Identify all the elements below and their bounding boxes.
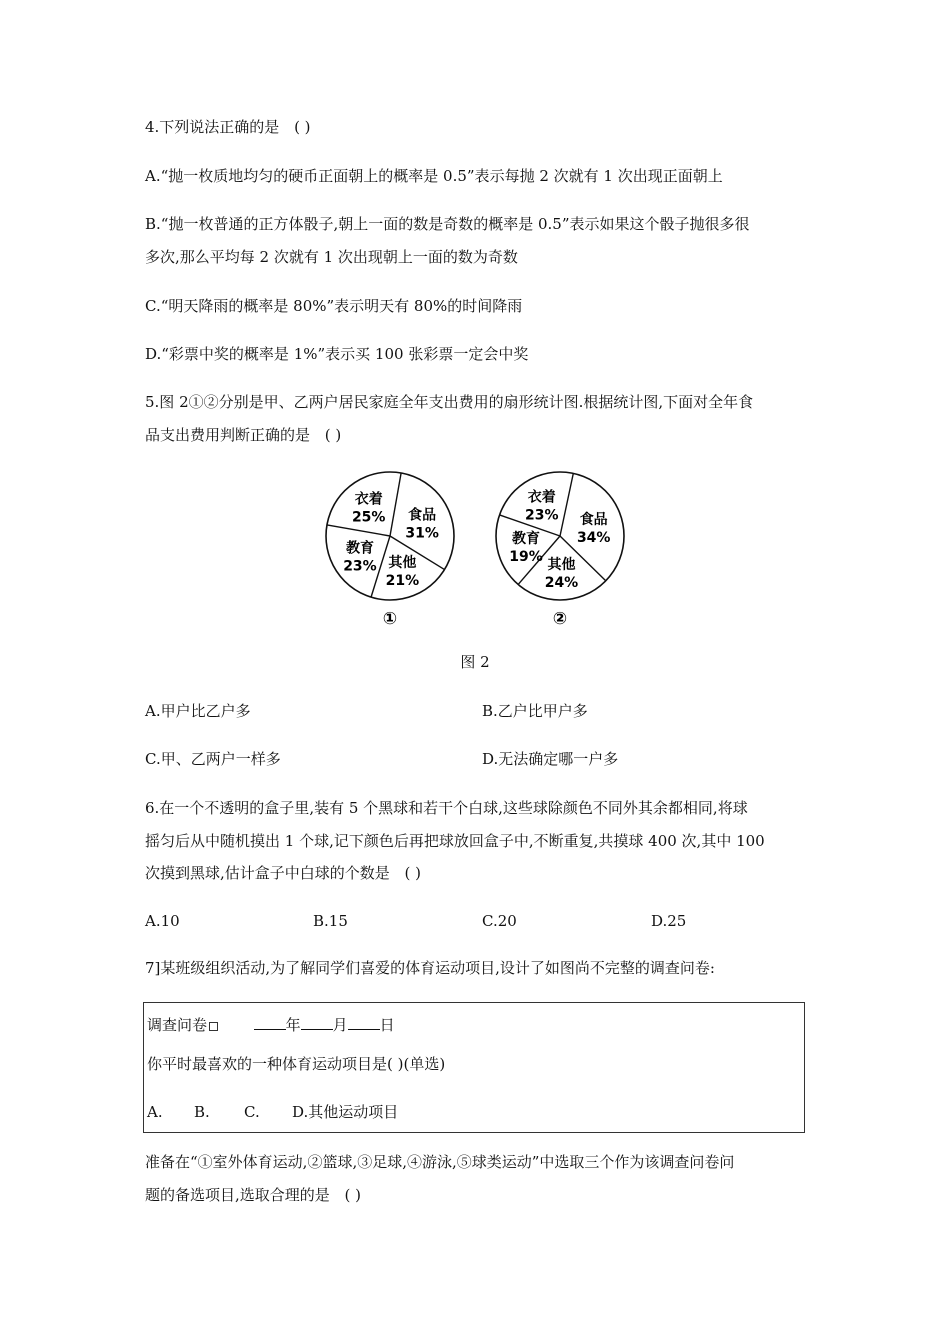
pie-2-category-label: 衣着 [527, 489, 556, 506]
pie-1-title: ① [382, 609, 398, 629]
q4-option-b-line1: B.“抛一枚普通的正方体骰子,朝上一面的数是奇数的概率是 0.5”表示如果这个骰子抛很多很 [145, 215, 750, 233]
pie-1-value-label: 23% [343, 558, 377, 575]
pie-1-category-label: 其他 [388, 554, 417, 571]
q6-option-a: A.10 [145, 912, 180, 930]
pie-chart-figure [310, 470, 640, 640]
pie-1-value-label: 25% [351, 509, 386, 526]
q6-line1: 6.在一个不透明的盒子里,装有 5 个黑球和若干个白球,这些球除颜色不同外其余都相同,将球 [145, 799, 748, 817]
q4-stem: 4.下列说法正确的是 ( ) [145, 117, 325, 137]
survey-header [147, 1015, 395, 1035]
q5-option-c: C.甲、乙两户一样多 [145, 750, 281, 768]
pie-2-category-label: 食品 [579, 511, 608, 528]
q5-option-b: B.乙户比甲户多 [482, 702, 588, 720]
q5-option-a: A.甲户比乙户多 [145, 702, 251, 720]
q6-option-d: D.25 [651, 912, 687, 930]
q5-answer-paren: ( ) [324, 426, 342, 444]
q4-option-c: C.“明天降雨的概率是 80%”表示明天有 80%的时间降雨 [145, 297, 523, 315]
survey-option-c: C. [244, 1103, 260, 1121]
q6-line2: 摇匀后从中随机摸出 1 个球,记下颜色后再把球放回盒子中,不断重复,共摸球 400 次,其中 100 [145, 832, 765, 850]
survey-question: 你平时最喜欢的一种体育运动项目是( )(单选) [147, 1055, 446, 1073]
pie-2-value-label: 23% [525, 507, 559, 524]
q4-option-a: A.“抛一枚质地均匀的硬币正面朝上的概率是 0.5”表示每抛 2 次就有 1 次出现正面朝上 [145, 167, 723, 185]
survey-option-a: A. [147, 1103, 163, 1121]
survey-month: 月 [332, 1016, 348, 1034]
q6-answer-paren: ( ) [404, 864, 422, 882]
figure-caption: 图 2 [460, 653, 490, 671]
survey-title: 调查问卷 [147, 1016, 208, 1034]
pie-2-category-label: 教育 [511, 531, 540, 548]
survey-day: 日 [379, 1016, 395, 1034]
survey-option-b: B. [194, 1103, 210, 1121]
q5-stem-line1: 5.图 2①②分别是甲、乙两户居民家庭全年支出费用的扇形统计图.根据统计图,下面对全年食 [145, 393, 754, 411]
q7-answer-paren: ( ) [344, 1186, 362, 1204]
q7-after-line2: 题的备选项目,选取合理的是 ( ) [145, 1185, 376, 1205]
q5-option-d: D.无法确定哪一户多 [482, 750, 619, 768]
pie-1-category-label: 衣着 [354, 491, 383, 508]
q6-line3: 次摸到黑球,估计盒子中白球的个数是 ( ) [145, 863, 436, 883]
q5-stem-line2: 品支出费用判断正确的是 ( ) [145, 425, 356, 445]
q6-option-c: C.20 [482, 912, 517, 930]
pie-2-value-label: 34% [576, 529, 611, 546]
pie-2-category-label: 其他 [547, 557, 576, 574]
pie-1-value-label: 21% [385, 572, 420, 589]
q4-option-d: D.“彩票中奖的概率是 1%”表示买 100 张彩票一定会中奖 [145, 345, 529, 363]
pie-1-category-label: 教育 [345, 540, 374, 557]
q4-answer-paren: ( ) [294, 118, 311, 136]
survey-box [143, 1002, 805, 1133]
q7-after-line1: 准备在“①室外体育运动,②篮球,③足球,④游泳,⑤球类运动”中选取三个作为该调查问卷问 [145, 1153, 735, 1171]
pie-2-value-label: 19% [509, 549, 543, 566]
pie-1-value-label: 31% [405, 525, 439, 542]
q4-option-b-line2: 多次,那么平均每 2 次就有 1 次出现朝上一面的数为奇数 [145, 248, 518, 266]
q6-option-b: B.15 [313, 912, 348, 930]
square-icon [209, 1022, 218, 1031]
pie-charts [310, 470, 640, 640]
pie-2-title: ② [552, 609, 568, 629]
pie-2-value-label: 24% [544, 575, 579, 592]
survey-year: 年 [285, 1016, 301, 1034]
survey-option-d: D.其他运动项目 [292, 1103, 399, 1121]
pie-1-category-label: 食品 [408, 507, 437, 524]
q7-stem: 7]某班级组织活动,为了解同学们喜爱的体育运动项目,设计了如图尚不完整的调查问卷: [145, 959, 715, 977]
